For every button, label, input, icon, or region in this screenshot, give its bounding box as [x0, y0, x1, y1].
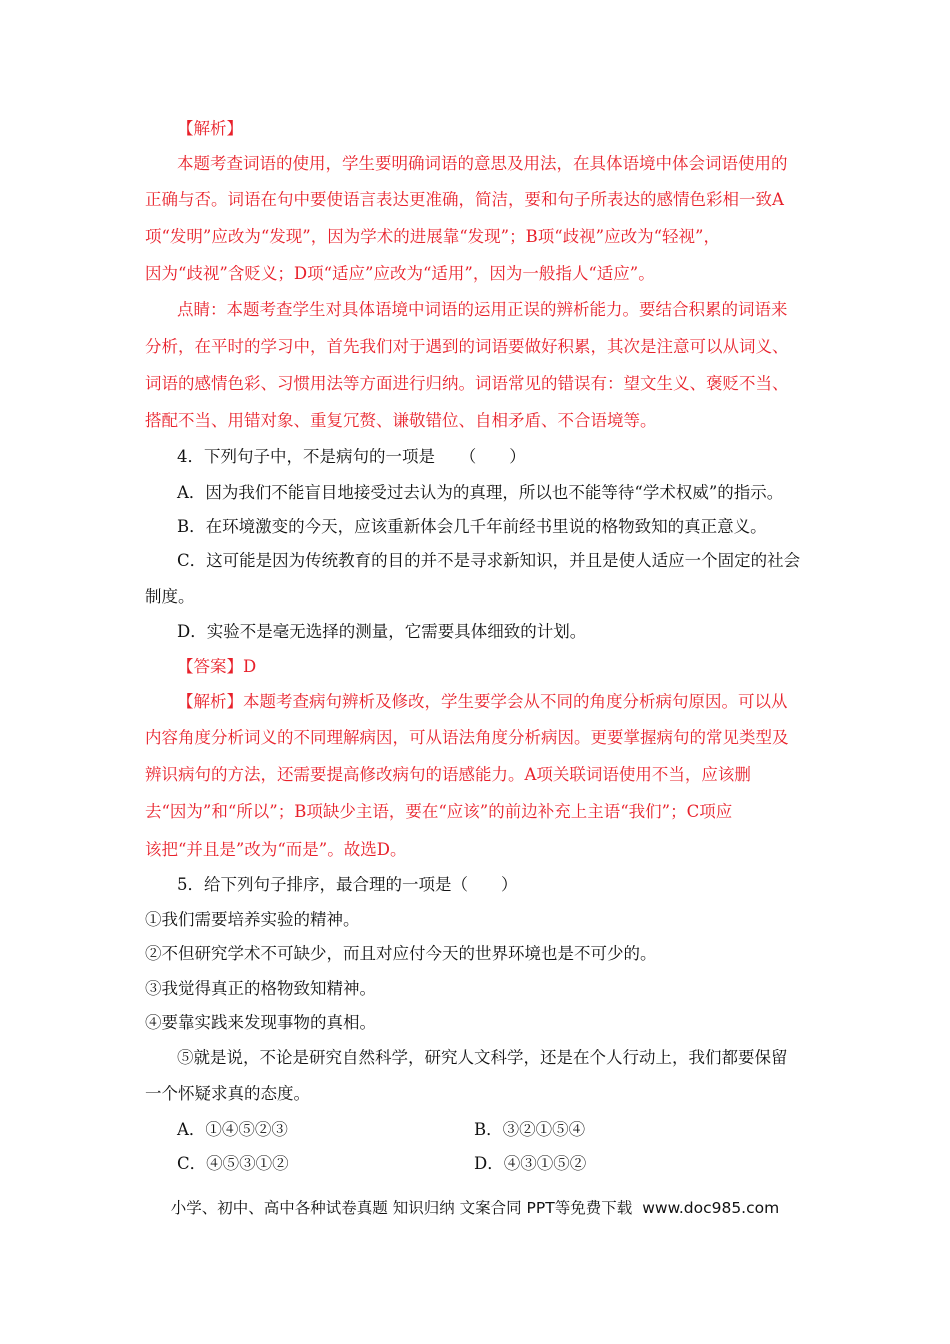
- analysis-line-4: 因为“歧视”含贬义；D项“适应”应改为“适用”，因为一般指人“适应”。: [145, 264, 655, 283]
- question-5-option-a: A．①④⑤②③: [177, 1120, 288, 1139]
- tip-line-1: 点睛：本题考查学生对具体语境中词语的运用正误的辨析能力。要结合积累的词语来: [177, 300, 788, 319]
- question-4-analysis-2: 内容角度分析词义的不同理解病因，可从语法角度分析病因。更要掌握病句的常见类型及: [145, 728, 789, 747]
- question-5-sentence-5: ⑤就是说，不论是研究自然科学，研究人文科学，还是在个人行动上，我们都要保留: [177, 1048, 788, 1067]
- question-4-option-b: B．在环境激变的今天，应该重新体会几千年前经书里说的格物致知的真正意义。: [177, 517, 767, 536]
- tip-line-2: 分析，在平时的学习中，首先我们对于遇到的词语要做好积累，其次是注意可以从词义、: [145, 337, 789, 356]
- question-5-option-c: C．④⑤③①②: [177, 1154, 289, 1173]
- question-4-analysis-3: 辨识病句的方法，还需要提高修改病句的语感能力。A项关联词语使用不当，应该删: [145, 765, 751, 784]
- question-5-option-b: B．③②①⑤④: [474, 1120, 586, 1139]
- question-5-sentence-5-cont: 一个怀疑求真的态度。: [145, 1084, 310, 1103]
- question-4-option-a: A．因为我们不能盲目地接受过去认为的真理，所以也不能等待“学术权威”的指示。: [177, 483, 784, 502]
- question-4-answer: 【答案】D: [177, 657, 257, 676]
- question-4-analysis-4: 去“因为”和“所以”；B项缺少主语，要在“应该”的前边补充上主语“我们”；C项应: [145, 802, 733, 821]
- question-4-option-c: C．这可能是因为传统教育的目的并不是寻求新知识，并且是使人适应一个固定的社会: [177, 551, 801, 570]
- footer-text: 小学、初中、高中各种试卷真题 知识归纳 文案合同 PPT等免费下载: [170, 1199, 633, 1217]
- question-5-sentence-4: ④要靠实践来发现事物的真相。: [145, 1013, 376, 1032]
- question-4-option-d: D．实验不是毫无选择的测量，它需要具体细致的计划。: [177, 622, 587, 641]
- question-5-stem: 5．给下列句子排序，最合理的一项是（ ）: [177, 875, 518, 894]
- analysis-line-3: 项“发明”应改为“发现”，因为学术的进展靠“发现”；B项“歧视”应改为“轻视”，: [145, 227, 720, 246]
- footer-link[interactable]: www.doc985.com: [642, 1199, 780, 1217]
- question-5-option-d: D．④③①⑤②: [474, 1154, 587, 1173]
- question-4-option-c-cont: 制度。: [145, 587, 195, 606]
- question-4-analysis-5: 该把“并且是”改为“而是”。故选D。: [145, 840, 407, 859]
- question-5-sentence-3: ③我觉得真正的格物致知精神。: [145, 979, 376, 998]
- question-5-sentence-1: ①我们需要培养实验的精神。: [145, 910, 360, 929]
- analysis-line-2: 正确与否。词语在句中要使语言表达更准确，简洁，要和句子所表达的感情色彩相一致A: [145, 190, 784, 209]
- analysis-heading: 【解析】: [177, 119, 243, 138]
- tip-line-3: 词语的感情色彩、习惯用法等方面进行归纳。词语常见的错误有：望文生义、褒贬不当、: [145, 374, 789, 393]
- question-4-stem: 4．下列句子中，不是病句的一项是 （ ）: [177, 447, 526, 466]
- tip-line-4: 搭配不当、用错对象、重复冗赘、谦敬错位、自相矛盾、不合语境等。: [145, 411, 657, 430]
- analysis-line-1: 本题考查词语的使用，学生要明确词语的意思及用法，在具体语境中体会词语使用的: [177, 154, 788, 173]
- question-5-sentence-2: ②不但研究学术不可缺少，而且对应付今天的世界环境也是不可少的。: [145, 944, 657, 963]
- question-4-analysis-1: 【解析】本题考查病句辨析及修改，学生要学会从不同的角度分析病句原因。可以从: [177, 692, 788, 711]
- page-footer: [0, 1196, 950, 1218]
